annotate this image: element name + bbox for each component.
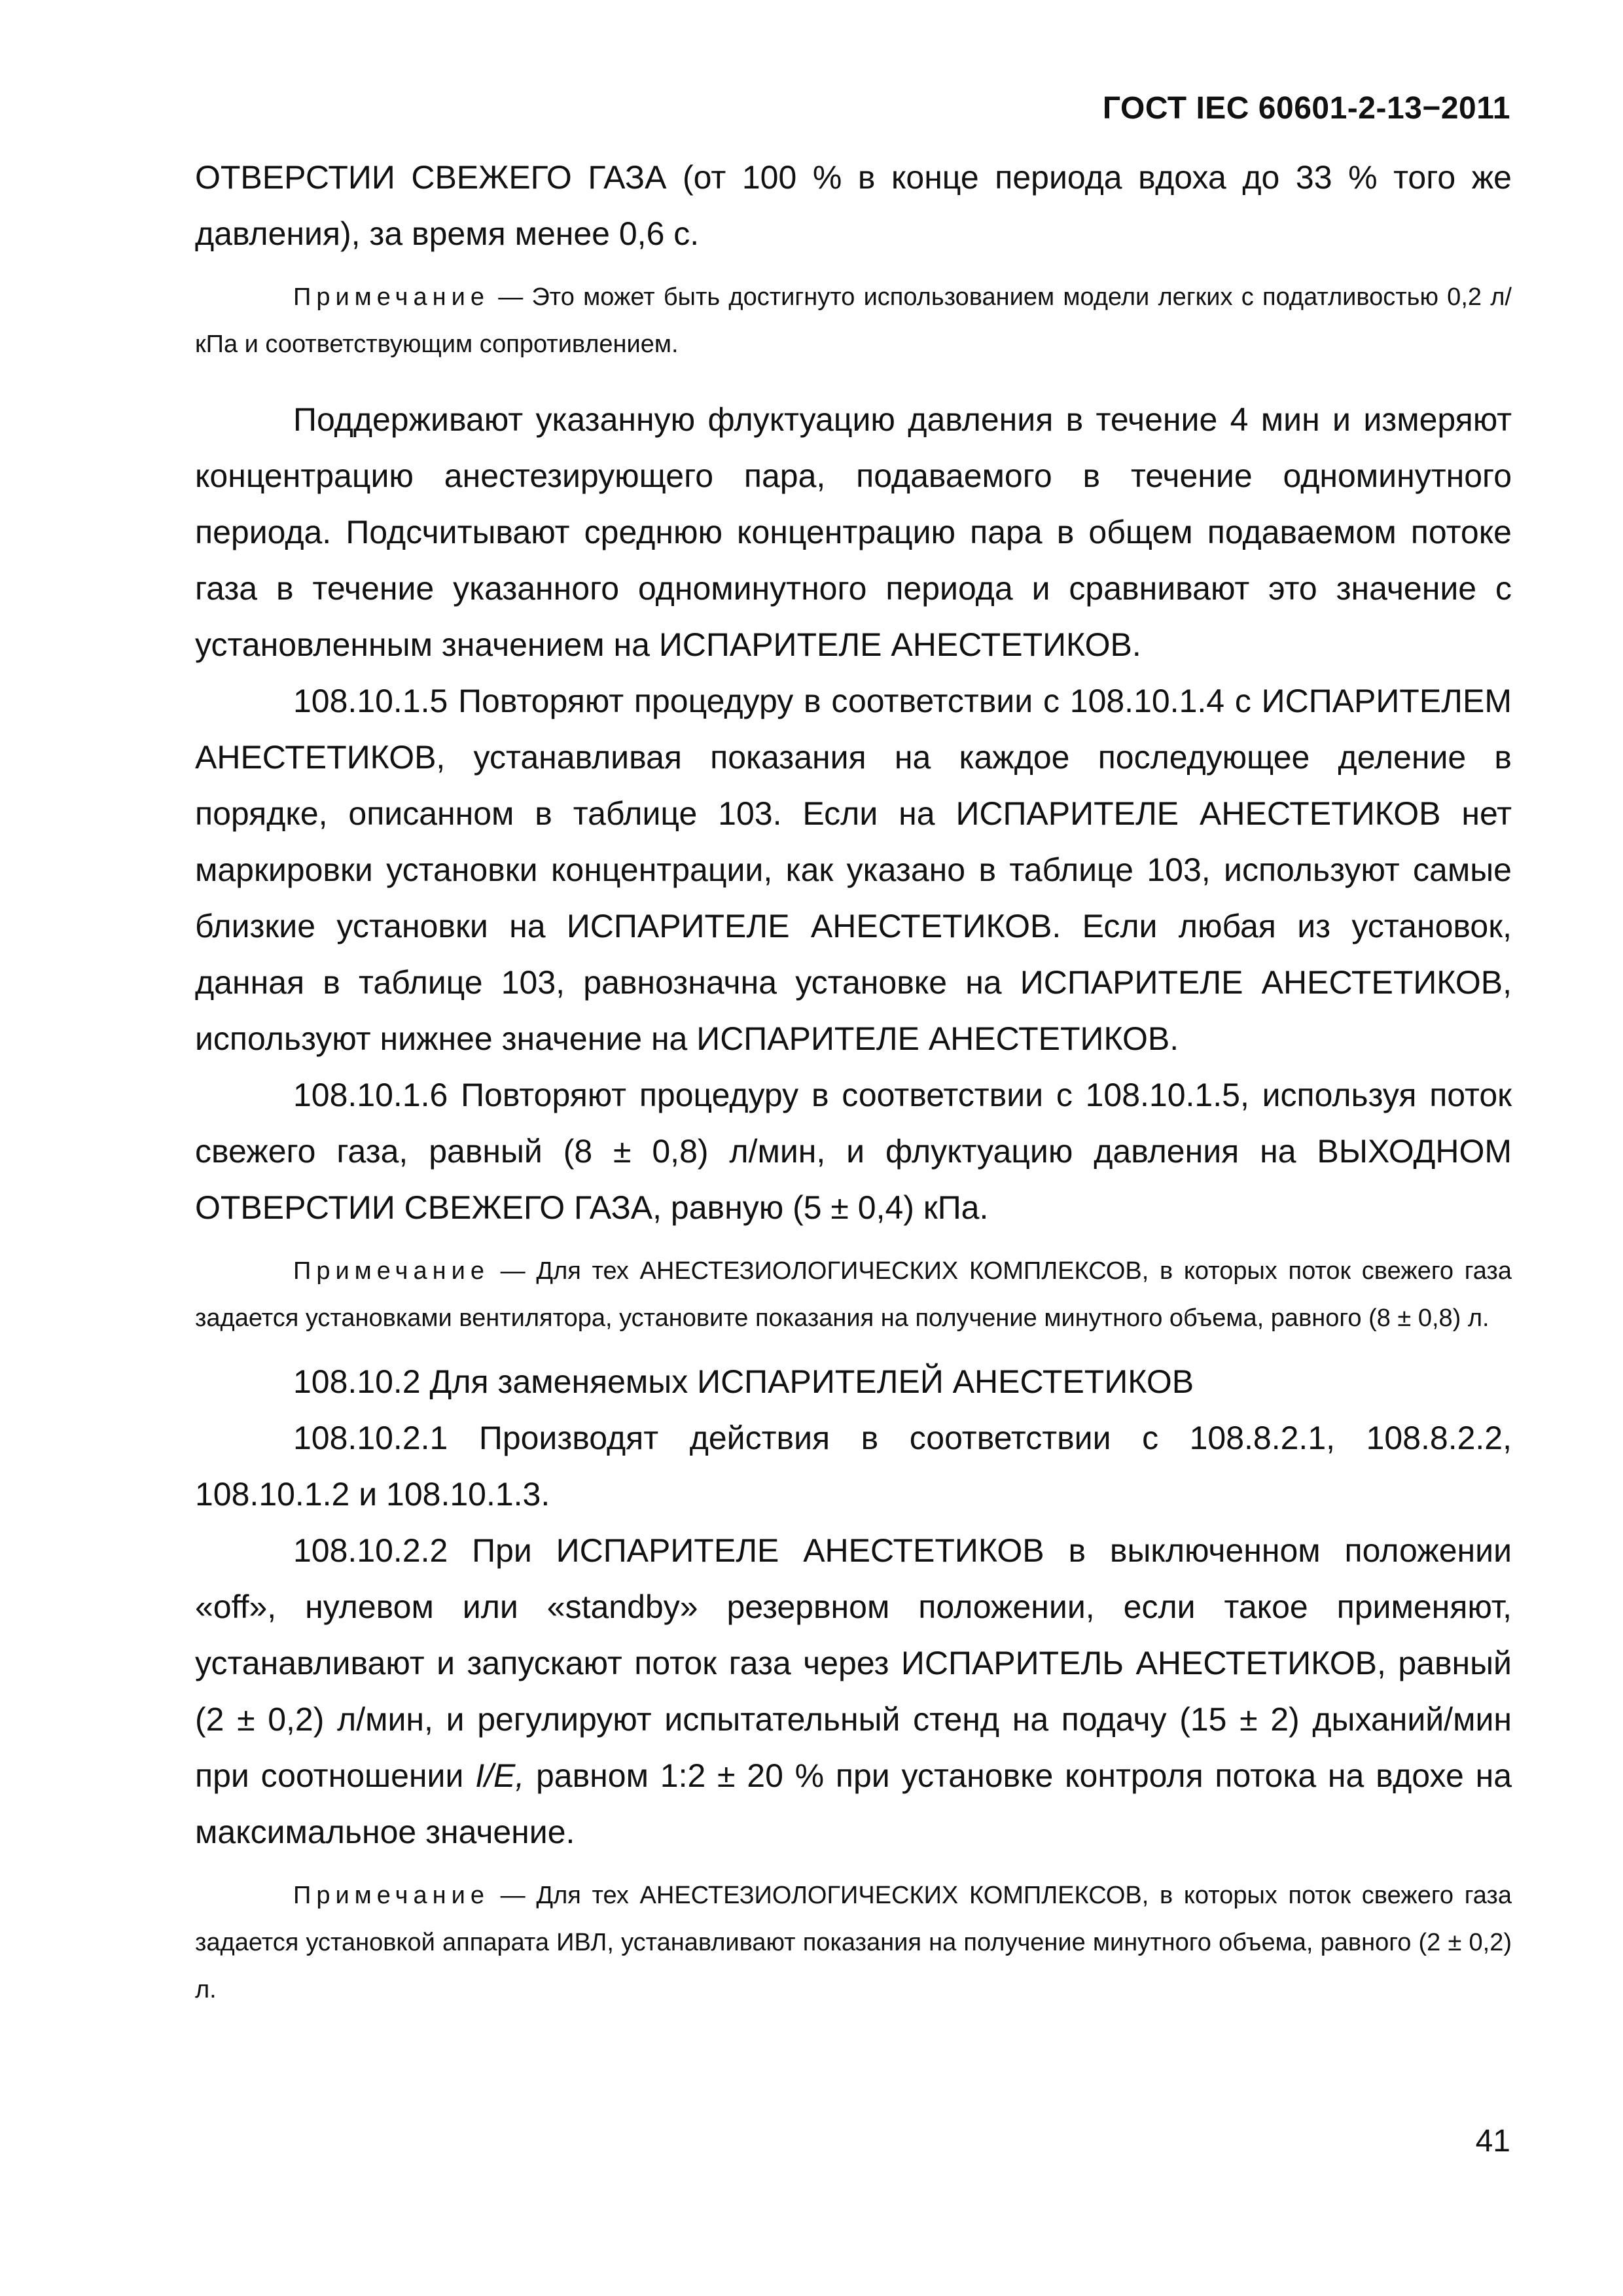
paragraph-continuation: ОТВЕРСТИИ СВЕЖЕГО ГАЗА (от 100 % в конце периода вдоха до 33 % того же давления), за время менее 0,6 с. [195,159,1512,252]
paragraph-108-10-2: 108.10.2 Для заменяемых ИСПАРИТЕЛЕЙ АНЕСТЕТИКОВ [293,1363,1194,1400]
note-text: — Это может быть достигнуто использованием модели легких с податливостью 0,2 л/кПа и соответствующим сопротивлением. [195,283,1512,358]
ie-ratio-symbol: I/E, [475,1757,525,1794]
page-body [195,149,1512,2013]
note-2 [195,1247,1512,1342]
note-label: Примечание [293,283,490,311]
paragraph-maintain-fluctuation: Поддерживают указанную флуктуацию давления в течение 4 мин и измеряют концентрацию анестезирующего пара, подаваемого в течение одноминутного периода. Подсчитывают среднюю концентрацию пара в общем подаваемом потоке газа в течение указанного одноминутного периода и сравнивают это значение с установленным значением на ИСПАРИТЕЛЕ АНЕСТЕТИКОВ. [195,401,1512,663]
note-label: Примечание [293,1257,490,1285]
paragraph-text: 108.10.2.2 При ИСПАРИТЕЛЕ АНЕСТЕТИКОВ в выключенном положении «off», нулевом или «standby» резервном положении, если такое применяют, устанавливают и запускают поток газа через ИСПАРИТЕЛЬ АНЕСТЕТИКОВ, равный (2 ± 0,2) л/мин, и регулируют испытательный стенд на подачу (15 ± 2) дыханий/мин при соотношении [195,1532,1512,1794]
paragraph-108-10-1-6: 108.10.1.6 Повторяют процедуру в соответствии с 108.10.1.5, используя поток свежего газа, равный (8 ± 0,8) л/мин, и флуктуацию давления на ВЫХОДНОМ ОТВЕРСТИИ СВЕЖЕГО ГАЗА, равную (5 ± 0,4) кПа. [195,1077,1512,1226]
document-header: ГОСТ IEC 60601-2-13−2011 [1102,91,1510,126]
note-3 [195,1872,1512,2013]
paragraph-text: равном 1:2 ± 20 % при установке контроля потока на вдохе на максимальное значение. [195,1757,1512,1850]
note-text: — Для тех АНЕСТЕЗИОЛОГИЧЕСКИХ КОМПЛЕКСОВ, в которых поток свежего газа задается установкой аппарата ИВЛ, устанавливают показания на получение минутного объема, равного (2 ± 0,2) л. [195,1882,1512,2003]
note-text: — Для тех АНЕСТЕЗИОЛОГИЧЕСКИХ КОМПЛЕКСОВ, в которых поток свежего газа задается установками вентилятора, установите показания на получение минутного объема, равного (8 ± 0,8) л. [195,1257,1512,1332]
note-label: Примечание [293,1882,490,1909]
paragraph-108-10-2-1: 108.10.2.1 Производят действия в соответствии с 108.8.2.1, 108.8.2.2, 108.10.1.2 и 108.10.1.3. [195,1420,1512,1513]
note-1 [195,274,1512,368]
page-number: 41 [1475,2124,1510,2159]
paragraph-108-10-1-5: 108.10.1.5 Повторяют процедуру в соответствии с 108.10.1.4 с ИСПАРИТЕЛЕМ АНЕСТЕТИКОВ, устанавливая показания на каждое последующее деление в порядке, описанном в таблице 103. Если на ИСПАРИТЕЛЕ АНЕСТЕТИКОВ нет маркировки установки концентрации, как указано в таблице 103, используют самые близкие установки на ИСПАРИТЕЛЕ АНЕСТЕТИКОВ. Если любая из установок, данная в таблице 103, равнозначна установке на ИСПАРИТЕЛЕ АНЕСТЕТИКОВ, используют нижнее значение на ИСПАРИТЕЛЕ АНЕСТЕТИКОВ. [195,683,1512,1057]
paragraph-108-10-2-2 [195,1522,1512,1860]
